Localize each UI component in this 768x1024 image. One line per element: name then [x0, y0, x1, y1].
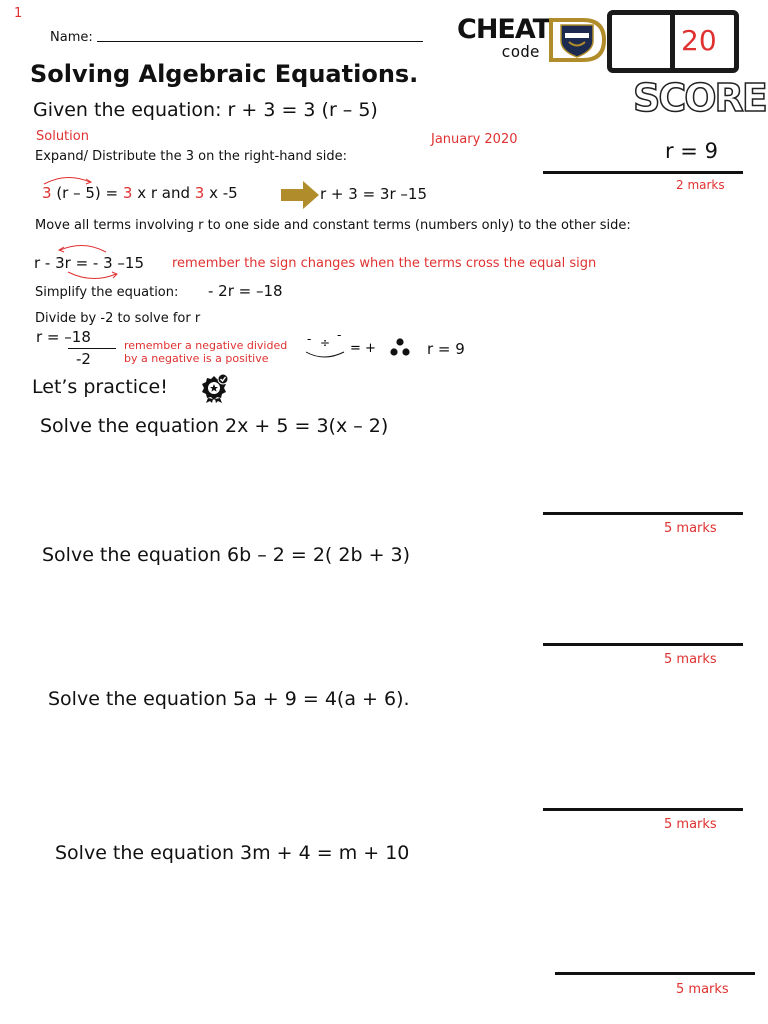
- question-3-marks: 5 marks: [664, 817, 717, 832]
- award-badge-icon: [198, 372, 230, 404]
- score-label: SCORE: [633, 76, 766, 120]
- expanded-equation: r + 3 = 3r –15: [320, 185, 427, 203]
- page-title: Solving Algebraic Equations.: [30, 60, 419, 88]
- expand-part-f: x -5: [204, 184, 238, 202]
- question-4-marks: 5 marks: [676, 982, 729, 997]
- practice-heading: Let’s practice!: [32, 376, 168, 398]
- answer-line-4[interactable]: [555, 972, 755, 975]
- final-answer: r = 9: [427, 340, 465, 358]
- fraction-denominator: -2: [76, 350, 91, 368]
- expand-part-d: x r and: [132, 184, 195, 202]
- simplified-equation: - 2r = –18: [208, 282, 283, 300]
- name-label: Name:: [50, 30, 93, 45]
- score-divider: [670, 10, 675, 73]
- answer-line-3[interactable]: [543, 808, 743, 811]
- fraction-bar: [68, 348, 116, 349]
- question-2-marks: 5 marks: [664, 652, 717, 667]
- score-total: 20: [681, 24, 717, 57]
- negative-rule-note: remember a negative divided by a negative is a positive: [124, 339, 288, 365]
- expand-factor-2: 3: [122, 184, 133, 202]
- example-answer: r = 9: [665, 139, 718, 163]
- date-label: January 2020: [431, 132, 518, 147]
- rule-neg-2: -: [337, 330, 342, 342]
- sign-rule-graphic: [304, 330, 419, 364]
- answer-line-2[interactable]: [543, 643, 743, 646]
- answer-line-1[interactable]: [543, 512, 743, 515]
- expand-part-b: (r – 5) =: [51, 184, 123, 202]
- logo-badge-icon: [549, 17, 606, 63]
- answer-line: [543, 171, 743, 174]
- sign-change-note: remember the sign changes when the terms cross the equal sign: [172, 256, 597, 271]
- logo-code-text: code: [501, 42, 540, 61]
- step-simplify-text: Simplify the equation:: [35, 285, 179, 300]
- rule-neg-1: -: [307, 332, 312, 346]
- move-arc-bottom-icon: [62, 270, 122, 284]
- right-arrow-icon: [281, 181, 319, 209]
- question-1-marks: 5 marks: [664, 521, 717, 536]
- given-equation: Given the equation: r + 3 = 3 (r – 5): [33, 99, 378, 121]
- rule-equals-plus: = +: [350, 341, 376, 356]
- example-marks: 2 marks: [676, 178, 725, 192]
- expand-factor-3: 3: [194, 184, 205, 202]
- step-move-text: Move all terms involving r to one side and constant terms (numbers only) to the other side:: [35, 218, 631, 233]
- rule-divide: ÷: [320, 336, 331, 350]
- name-field-line[interactable]: [97, 41, 423, 42]
- distribute-arc-icon: [36, 174, 96, 186]
- move-arc-top-icon: [54, 240, 114, 254]
- step-expand-text: Expand/ Distribute the 3 on the right-hand side:: [35, 149, 348, 164]
- question-1: Solve the equation 2x + 5 = 3(x – 2): [40, 415, 389, 437]
- question-2: Solve the equation 6b – 2 = 2( 2b + 3): [42, 544, 411, 566]
- step-divide-text: Divide by -2 to solve for r: [35, 311, 201, 326]
- question-3: Solve the equation 5a + 9 = 4(a + 6).: [48, 688, 410, 710]
- expand-factor-1: 3: [42, 184, 52, 202]
- solution-label: Solution: [36, 129, 89, 144]
- page-number: 1: [14, 6, 23, 21]
- expand-expression: [42, 184, 238, 202]
- question-4: Solve the equation 3m + 4 = m + 10: [55, 842, 410, 864]
- logo-cheat-text: CHEAT: [457, 14, 551, 45]
- fraction-numerator: r = –18: [36, 328, 91, 346]
- move-equation: r - 3r = - 3 –15: [34, 254, 145, 272]
